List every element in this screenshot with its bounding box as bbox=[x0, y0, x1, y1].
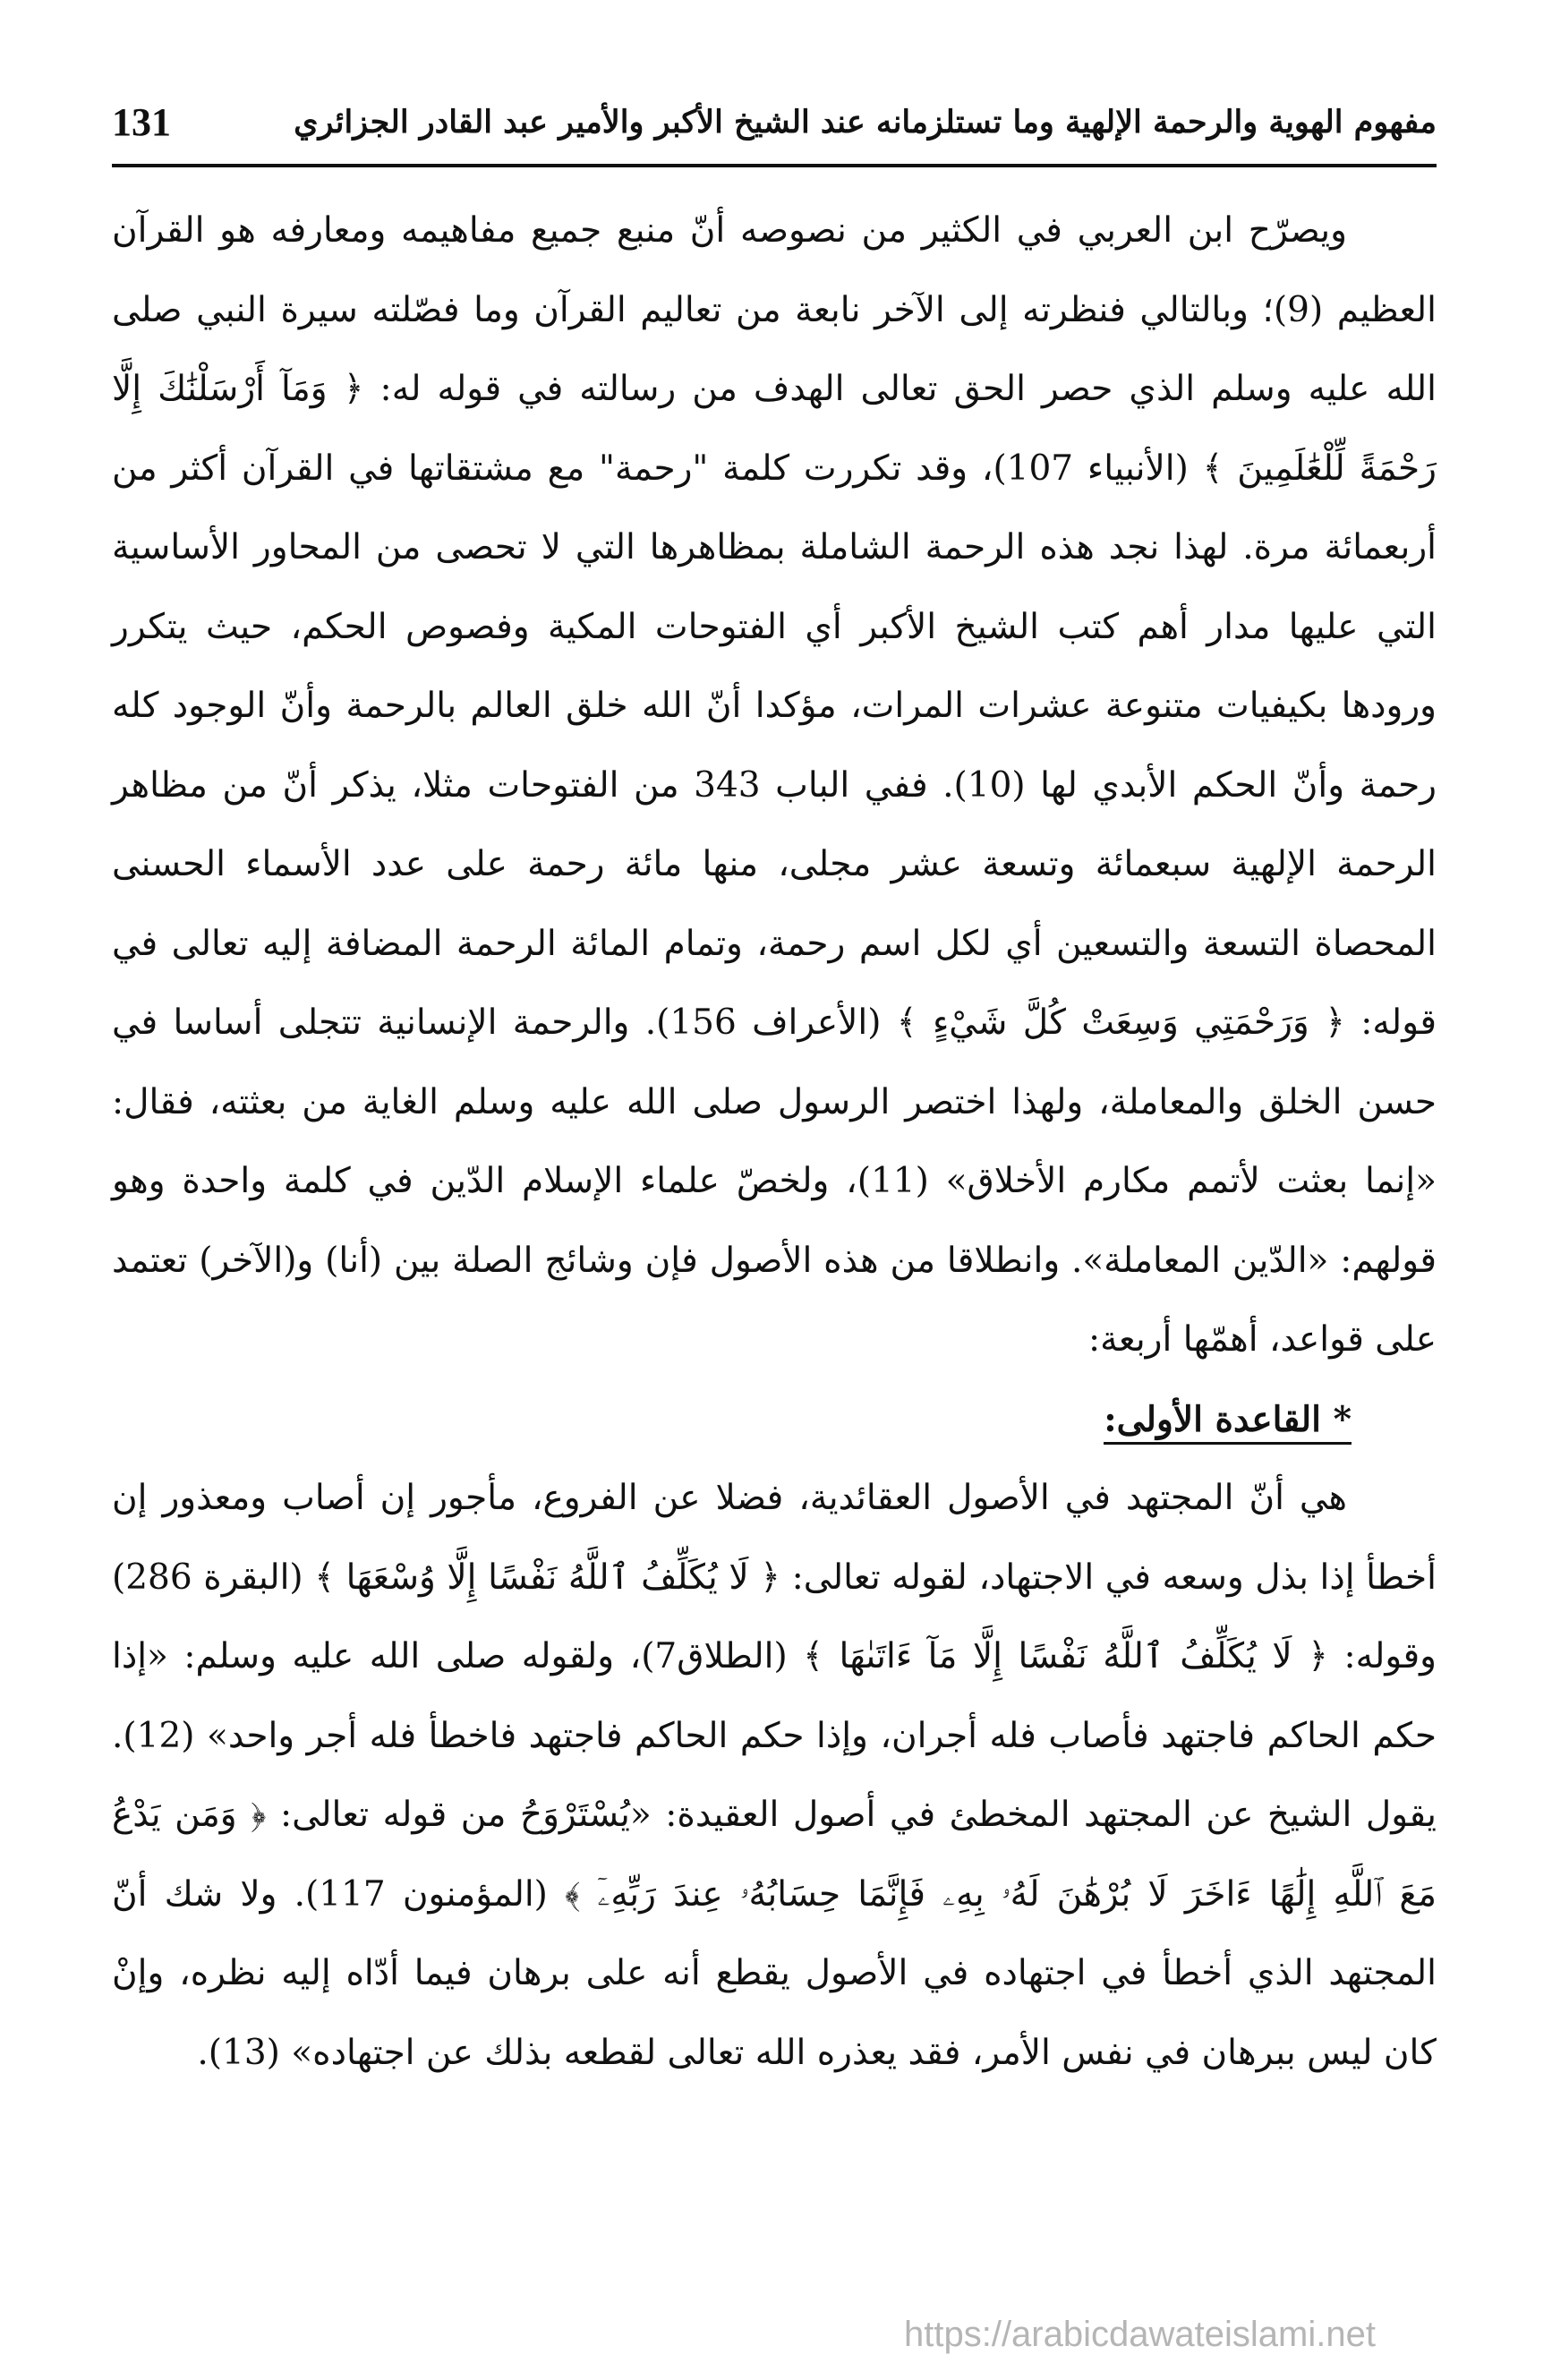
header-divider bbox=[112, 164, 1437, 167]
paragraph-rule-one: هي أنّ المجتهد في الأصول العقائدية، فضلا عن الفروع، مأجور إن أصاب ومعذور إن أخطأ إذا بذل وسعه في الاجتهاد، لقوله تعالى: ﴿ لَا يُكَلِّفُ ٱللَّهُ نَفْسًا إِلَّا وُسْعَهَا ﴾ (البقرة 286) وقوله: ﴿ لَا يُكَلِّفُ ٱللَّهُ نَفْسًا إِلَّا مَآ ءَاتَىٰهَا ﴾ (الطلاق7)، ولقوله صلى الله عليه وسلم: «إذا حكم الحاكم فاجتهد فأصاب فله أجران، وإذا حكم الحاكم فاجتهد فاخطأ فله أجر واحد» (12). يقول الشيخ عن المجتهد المخطئ في أصول العقيدة: «يُسْتَرْوَحُ من قوله تعالى: ﴿ وَمَن يَدْعُ مَعَ ٱللَّهِ إِلَٰهًا ءَاخَرَ لَا بُرْهَٰنَ لَهُۥ بِهِۦ فَإِنَّمَا حِسَابُهُۥ عِندَ رَبِّهِۦٓ ﴾ (المؤمنون 117). ولا شك أنّ المجتهد الذي أخطأ في اجتهاده في الأصول يقطع أنه على برهان فيما أدّاه إليه نظره، وإنْ كان ليس ببرهان في نفس الأمر، فقد يعذره الله تعالى لقطعه بذلك عن اجتهاده» (13). bbox=[112, 1478, 1437, 2073]
site-watermark: https://arabicdawateislami.net bbox=[904, 2315, 1376, 2354]
section-heading-text: * القاعدة الأولى: bbox=[1104, 1399, 1352, 1445]
main-text bbox=[112, 192, 1437, 2093]
header-title: مفهوم الهوية والرحمة الإلهية وما تستلزمانه عند الشيخ الأكبر والأمير عبد القادر الجزائري bbox=[294, 103, 1437, 141]
running-header bbox=[112, 90, 1437, 154]
page-number: 131 bbox=[112, 99, 171, 144]
section-heading bbox=[112, 1380, 1437, 1460]
paragraph-intro: ويصرّح ابن العربي في الكثير من نصوصه أنّ منبع جميع مفاهيمه ومعارفه هو القرآن العظيم (9)؛ وبالتالي فنظرته إلى الآخر نابعة من تعاليم القرآن وما فصّلته سيرة النبي صلى الله عليه وسلم الذي حصر الحق تعالى الهدف من رسالته في قوله له: ﴿ وَمَآ أَرْسَلْنَٰكَ إِلَّا رَحْمَةً لِّلْعَٰلَمِينَ ﴾ (الأنبياء 107)، وقد تكررت كلمة "رحمة" مع مشتقاتها في القرآن أكثر من أربعمائة مرة. لهذا نجد هذه الرحمة الشاملة بمظاهرها التي لا تحصى من المحاور الأساسية التي عليها مدار أهم كتب الشيخ الأكبر أي الفتوحات المكية وفصوص الحكم، حيث يتكرر ورودها بكيفيات متنوعة عشرات المرات، مؤكدا أنّ الله خلق العالم بالرحمة وأنّ الوجود كله رحمة وأنّ الحكم الأبدي لها (10). ففي الباب 343 من الفتوحات مثلا، يذكر أنّ من مظاهر الرحمة الإلهية سبعمائة وتسعة عشر مجلى، منها مائة رحمة على عدد الأسماء الحسنى المحصاة التسعة والتسعين أي لكل اسم رحمة، وتمام المائة الرحمة المضافة إليه تعالى في قوله: ﴿ وَرَحْمَتِي وَسِعَتْ كُلَّ شَيْءٍ ﴾ (الأعراف 156). والرحمة الإنسانية تتجلى أساسا في حسن الخلق والمعاملة، ولهذا اختصر الرسول صلى الله عليه وسلم الغاية من بعثته، فقال: «إنما بعثت لأتمم مكارم الأخلاق» (11)، ولخصّ علماء الإسلام الدّين في كلمة واحدة وهو قولهم: «الدّين المعاملة». وانطلاقا من هذه الأصول فإن وشائج الصلة بين (أنا) و(الآخر) تعتمد على قواعد، أهمّها أربعة: bbox=[112, 210, 1437, 1360]
